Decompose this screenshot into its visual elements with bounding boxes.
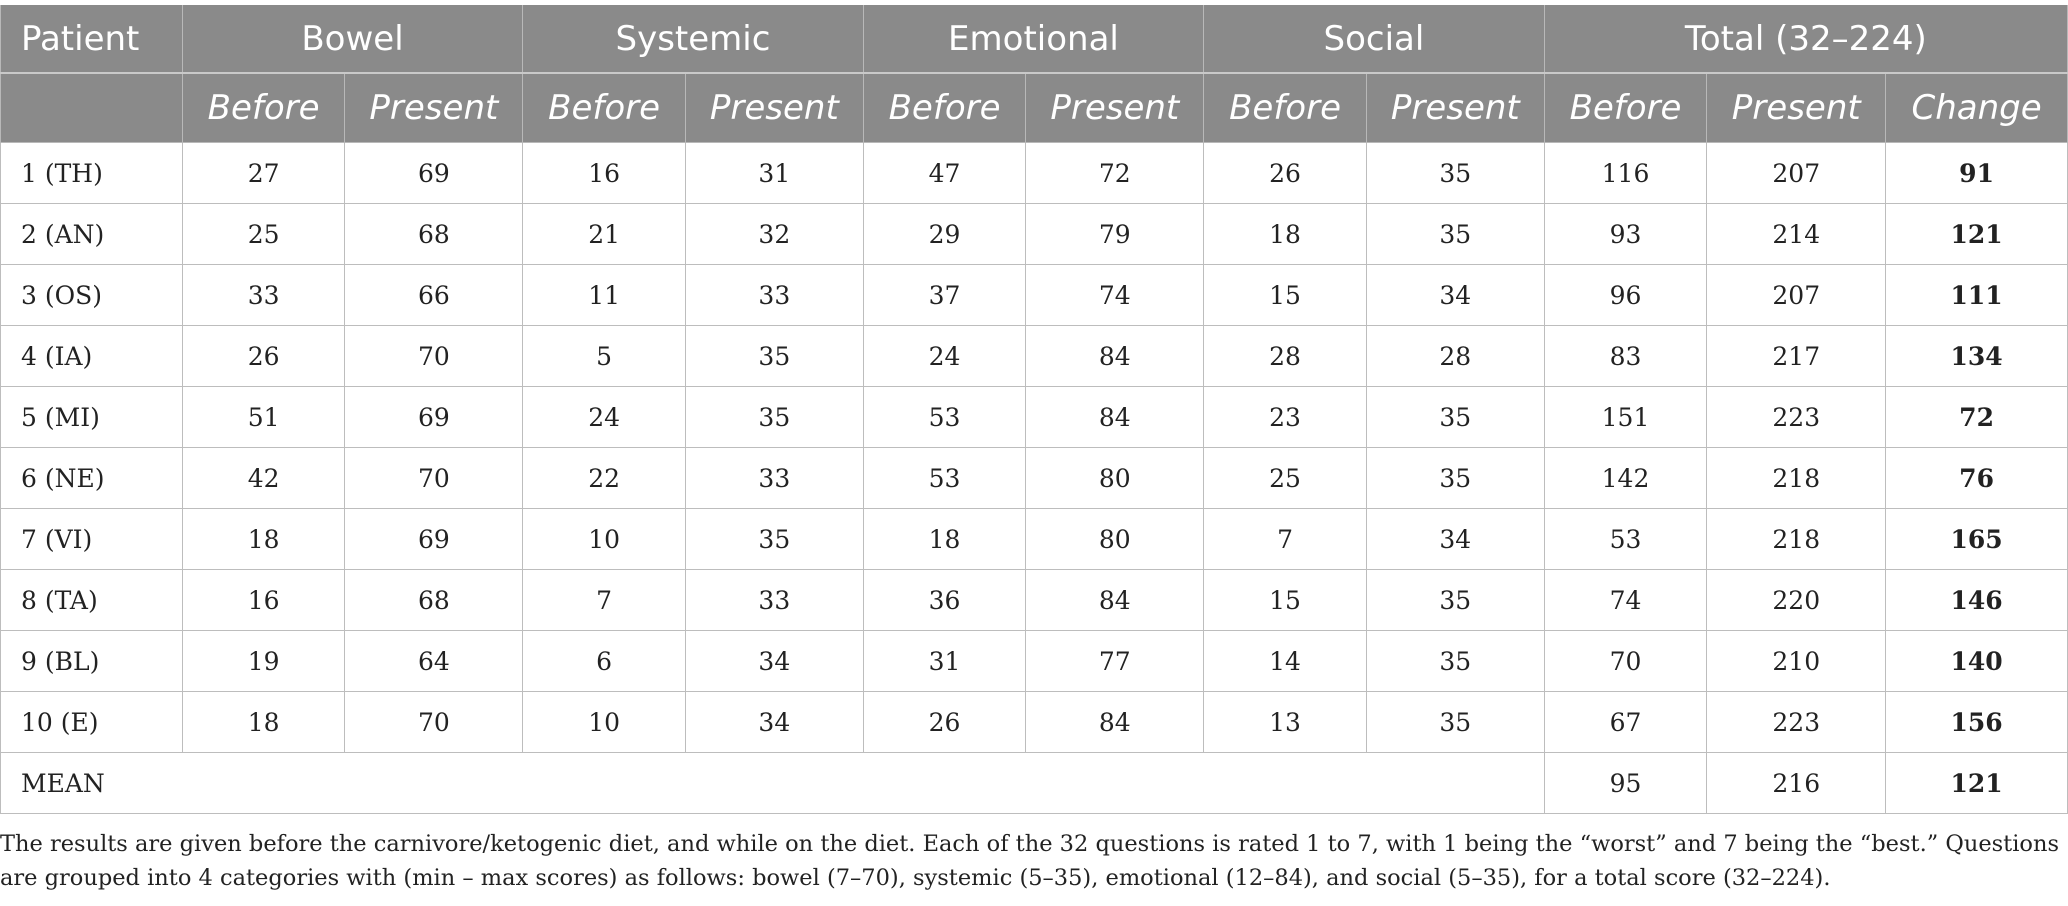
header-patient: Patient bbox=[1, 5, 183, 73]
cell-bowel-present: 68 bbox=[345, 204, 523, 265]
cell-bowel-present: 64 bbox=[345, 631, 523, 692]
table-body bbox=[1, 143, 2068, 814]
cell-systemic-before: 11 bbox=[523, 265, 686, 326]
cell-bowel-before: 26 bbox=[182, 326, 345, 387]
cell-total-present: 223 bbox=[1707, 692, 1886, 753]
cell-total-before: 142 bbox=[1544, 448, 1707, 509]
cell-systemic-present: 33 bbox=[685, 448, 863, 509]
cell-change: 76 bbox=[1886, 448, 2068, 509]
mean-total-present: 216 bbox=[1707, 753, 1886, 814]
cell-patient: 2 (AN) bbox=[1, 204, 183, 265]
cell-total-present: 218 bbox=[1707, 448, 1886, 509]
cell-social-before: 25 bbox=[1204, 448, 1367, 509]
cell-patient: 3 (OS) bbox=[1, 265, 183, 326]
cell-total-present: 210 bbox=[1707, 631, 1886, 692]
cell-total-present: 207 bbox=[1707, 265, 1886, 326]
cell-emotional-before: 24 bbox=[863, 326, 1026, 387]
table-footnote: The results are given before the carnivore/ketogenic diet, and while on the diet. Each of the 32 questions is rated 1 to 7, with 1 being the “worst” and 7 being the “best.” Questions are grouped into 4 categories with (min – max scores) as follows: bowel (7–70), systemic (5–35), emotional (12–84), and social (5–35), for a total score (32–224). bbox=[0, 831, 2060, 891]
cell-systemic-present: 33 bbox=[685, 570, 863, 631]
cell-social-present: 34 bbox=[1366, 265, 1544, 326]
table-row bbox=[1, 143, 2068, 204]
cell-total-before: 67 bbox=[1544, 692, 1707, 753]
cell-patient: 6 (NE) bbox=[1, 448, 183, 509]
cell-emotional-before: 53 bbox=[863, 387, 1026, 448]
cell-bowel-before: 16 bbox=[182, 570, 345, 631]
header-social-before: Before bbox=[1204, 73, 1367, 143]
cell-patient: 7 (VI) bbox=[1, 509, 183, 570]
cell-total-present: 223 bbox=[1707, 387, 1886, 448]
cell-total-present: 220 bbox=[1707, 570, 1886, 631]
cell-emotional-present: 74 bbox=[1026, 265, 1204, 326]
cell-systemic-before: 16 bbox=[523, 143, 686, 204]
cell-systemic-before: 22 bbox=[523, 448, 686, 509]
cell-emotional-present: 84 bbox=[1026, 692, 1204, 753]
cell-bowel-before: 51 bbox=[182, 387, 345, 448]
cell-change: 134 bbox=[1886, 326, 2068, 387]
header-social: Social bbox=[1204, 5, 1544, 73]
cell-social-before: 15 bbox=[1204, 265, 1367, 326]
cell-systemic-before: 10 bbox=[523, 509, 686, 570]
mean-total-before: 95 bbox=[1544, 753, 1707, 814]
cell-total-present: 218 bbox=[1707, 509, 1886, 570]
header-systemic-present: Present bbox=[685, 73, 863, 143]
cell-bowel-before: 42 bbox=[182, 448, 345, 509]
cell-bowel-before: 18 bbox=[182, 509, 345, 570]
cell-emotional-before: 29 bbox=[863, 204, 1026, 265]
mean-change: 121 bbox=[1886, 753, 2068, 814]
table-row bbox=[1, 570, 2068, 631]
cell-bowel-before: 25 bbox=[182, 204, 345, 265]
cell-social-present: 35 bbox=[1366, 448, 1544, 509]
cell-patient: 8 (TA) bbox=[1, 570, 183, 631]
cell-emotional-present: 84 bbox=[1026, 326, 1204, 387]
mean-label: MEAN bbox=[1, 753, 1545, 814]
cell-change: 156 bbox=[1886, 692, 2068, 753]
cell-bowel-present: 68 bbox=[345, 570, 523, 631]
cell-change: 146 bbox=[1886, 570, 2068, 631]
cell-change: 121 bbox=[1886, 204, 2068, 265]
cell-total-before: 116 bbox=[1544, 143, 1707, 204]
cell-total-before: 70 bbox=[1544, 631, 1707, 692]
cell-change: 165 bbox=[1886, 509, 2068, 570]
header-bowel: Bowel bbox=[182, 5, 522, 73]
cell-patient: 9 (BL) bbox=[1, 631, 183, 692]
header-row-subcolumns bbox=[1, 73, 2068, 143]
cell-social-present: 34 bbox=[1366, 509, 1544, 570]
cell-social-present: 35 bbox=[1366, 692, 1544, 753]
header-systemic: Systemic bbox=[523, 5, 863, 73]
header-social-present: Present bbox=[1366, 73, 1544, 143]
cell-total-present: 217 bbox=[1707, 326, 1886, 387]
cell-social-before: 28 bbox=[1204, 326, 1367, 387]
header-total: Total (32–224) bbox=[1544, 5, 2067, 73]
cell-social-present: 35 bbox=[1366, 204, 1544, 265]
cell-change: 91 bbox=[1886, 143, 2068, 204]
cell-social-before: 15 bbox=[1204, 570, 1367, 631]
cell-emotional-before: 37 bbox=[863, 265, 1026, 326]
cell-systemic-present: 34 bbox=[685, 631, 863, 692]
cell-systemic-before: 21 bbox=[523, 204, 686, 265]
cell-bowel-present: 69 bbox=[345, 509, 523, 570]
cell-emotional-before: 53 bbox=[863, 448, 1026, 509]
cell-emotional-present: 77 bbox=[1026, 631, 1204, 692]
table-row bbox=[1, 387, 2068, 448]
header-bowel-before: Before bbox=[182, 73, 345, 143]
cell-bowel-before: 27 bbox=[182, 143, 345, 204]
cell-total-before: 151 bbox=[1544, 387, 1707, 448]
mean-row bbox=[1, 753, 2068, 814]
cell-patient: 1 (TH) bbox=[1, 143, 183, 204]
cell-bowel-present: 70 bbox=[345, 326, 523, 387]
header-bowel-present: Present bbox=[345, 73, 523, 143]
header-blank bbox=[1, 73, 183, 143]
cell-systemic-present: 33 bbox=[685, 265, 863, 326]
header-row-groups bbox=[1, 5, 2068, 73]
cell-emotional-present: 72 bbox=[1026, 143, 1204, 204]
cell-total-before: 74 bbox=[1544, 570, 1707, 631]
cell-social-before: 26 bbox=[1204, 143, 1367, 204]
cell-social-present: 35 bbox=[1366, 631, 1544, 692]
cell-bowel-present: 66 bbox=[345, 265, 523, 326]
cell-total-before: 83 bbox=[1544, 326, 1707, 387]
cell-emotional-before: 26 bbox=[863, 692, 1026, 753]
cell-systemic-present: 32 bbox=[685, 204, 863, 265]
cell-systemic-present: 31 bbox=[685, 143, 863, 204]
cell-total-before: 96 bbox=[1544, 265, 1707, 326]
cell-bowel-present: 70 bbox=[345, 692, 523, 753]
header-total-before: Before bbox=[1544, 73, 1707, 143]
table-row bbox=[1, 509, 2068, 570]
cell-bowel-before: 18 bbox=[182, 692, 345, 753]
cell-bowel-before: 19 bbox=[182, 631, 345, 692]
table-row bbox=[1, 448, 2068, 509]
cell-change: 111 bbox=[1886, 265, 2068, 326]
cell-emotional-before: 36 bbox=[863, 570, 1026, 631]
cell-social-before: 18 bbox=[1204, 204, 1367, 265]
cell-systemic-present: 35 bbox=[685, 387, 863, 448]
table-row bbox=[1, 326, 2068, 387]
cell-emotional-present: 84 bbox=[1026, 387, 1204, 448]
cell-bowel-present: 70 bbox=[345, 448, 523, 509]
header-emotional-present: Present bbox=[1026, 73, 1204, 143]
cell-systemic-present: 34 bbox=[685, 692, 863, 753]
header-emotional-before: Before bbox=[863, 73, 1026, 143]
table-row bbox=[1, 692, 2068, 753]
cell-systemic-before: 10 bbox=[523, 692, 686, 753]
table-row bbox=[1, 631, 2068, 692]
cell-systemic-before: 6 bbox=[523, 631, 686, 692]
cell-emotional-present: 84 bbox=[1026, 570, 1204, 631]
cell-change: 140 bbox=[1886, 631, 2068, 692]
cell-total-present: 214 bbox=[1707, 204, 1886, 265]
cell-social-before: 13 bbox=[1204, 692, 1367, 753]
cell-patient: 10 (E) bbox=[1, 692, 183, 753]
cell-social-present: 35 bbox=[1366, 387, 1544, 448]
cell-patient: 4 (IA) bbox=[1, 326, 183, 387]
cell-social-present: 35 bbox=[1366, 570, 1544, 631]
cell-emotional-before: 31 bbox=[863, 631, 1026, 692]
cell-emotional-before: 18 bbox=[863, 509, 1026, 570]
cell-patient: 5 (MI) bbox=[1, 387, 183, 448]
cell-change: 72 bbox=[1886, 387, 2068, 448]
cell-social-before: 14 bbox=[1204, 631, 1367, 692]
cell-emotional-present: 80 bbox=[1026, 509, 1204, 570]
cell-total-before: 53 bbox=[1544, 509, 1707, 570]
header-total-change: Change bbox=[1886, 73, 2068, 143]
cell-total-before: 93 bbox=[1544, 204, 1707, 265]
cell-systemic-before: 24 bbox=[523, 387, 686, 448]
cell-bowel-present: 69 bbox=[345, 143, 523, 204]
cell-social-present: 35 bbox=[1366, 143, 1544, 204]
cell-social-before: 7 bbox=[1204, 509, 1367, 570]
cell-emotional-present: 80 bbox=[1026, 448, 1204, 509]
cell-emotional-before: 47 bbox=[863, 143, 1026, 204]
cell-systemic-before: 7 bbox=[523, 570, 686, 631]
results-table bbox=[0, 5, 2068, 814]
cell-social-before: 23 bbox=[1204, 387, 1367, 448]
header-emotional: Emotional bbox=[863, 5, 1203, 73]
cell-systemic-present: 35 bbox=[685, 326, 863, 387]
cell-systemic-before: 5 bbox=[523, 326, 686, 387]
cell-total-present: 207 bbox=[1707, 143, 1886, 204]
cell-bowel-before: 33 bbox=[182, 265, 345, 326]
cell-bowel-present: 69 bbox=[345, 387, 523, 448]
table-row bbox=[1, 204, 2068, 265]
header-systemic-before: Before bbox=[523, 73, 686, 143]
header-total-present: Present bbox=[1707, 73, 1886, 143]
table-row bbox=[1, 265, 2068, 326]
cell-systemic-present: 35 bbox=[685, 509, 863, 570]
cell-social-present: 28 bbox=[1366, 326, 1544, 387]
cell-emotional-present: 79 bbox=[1026, 204, 1204, 265]
